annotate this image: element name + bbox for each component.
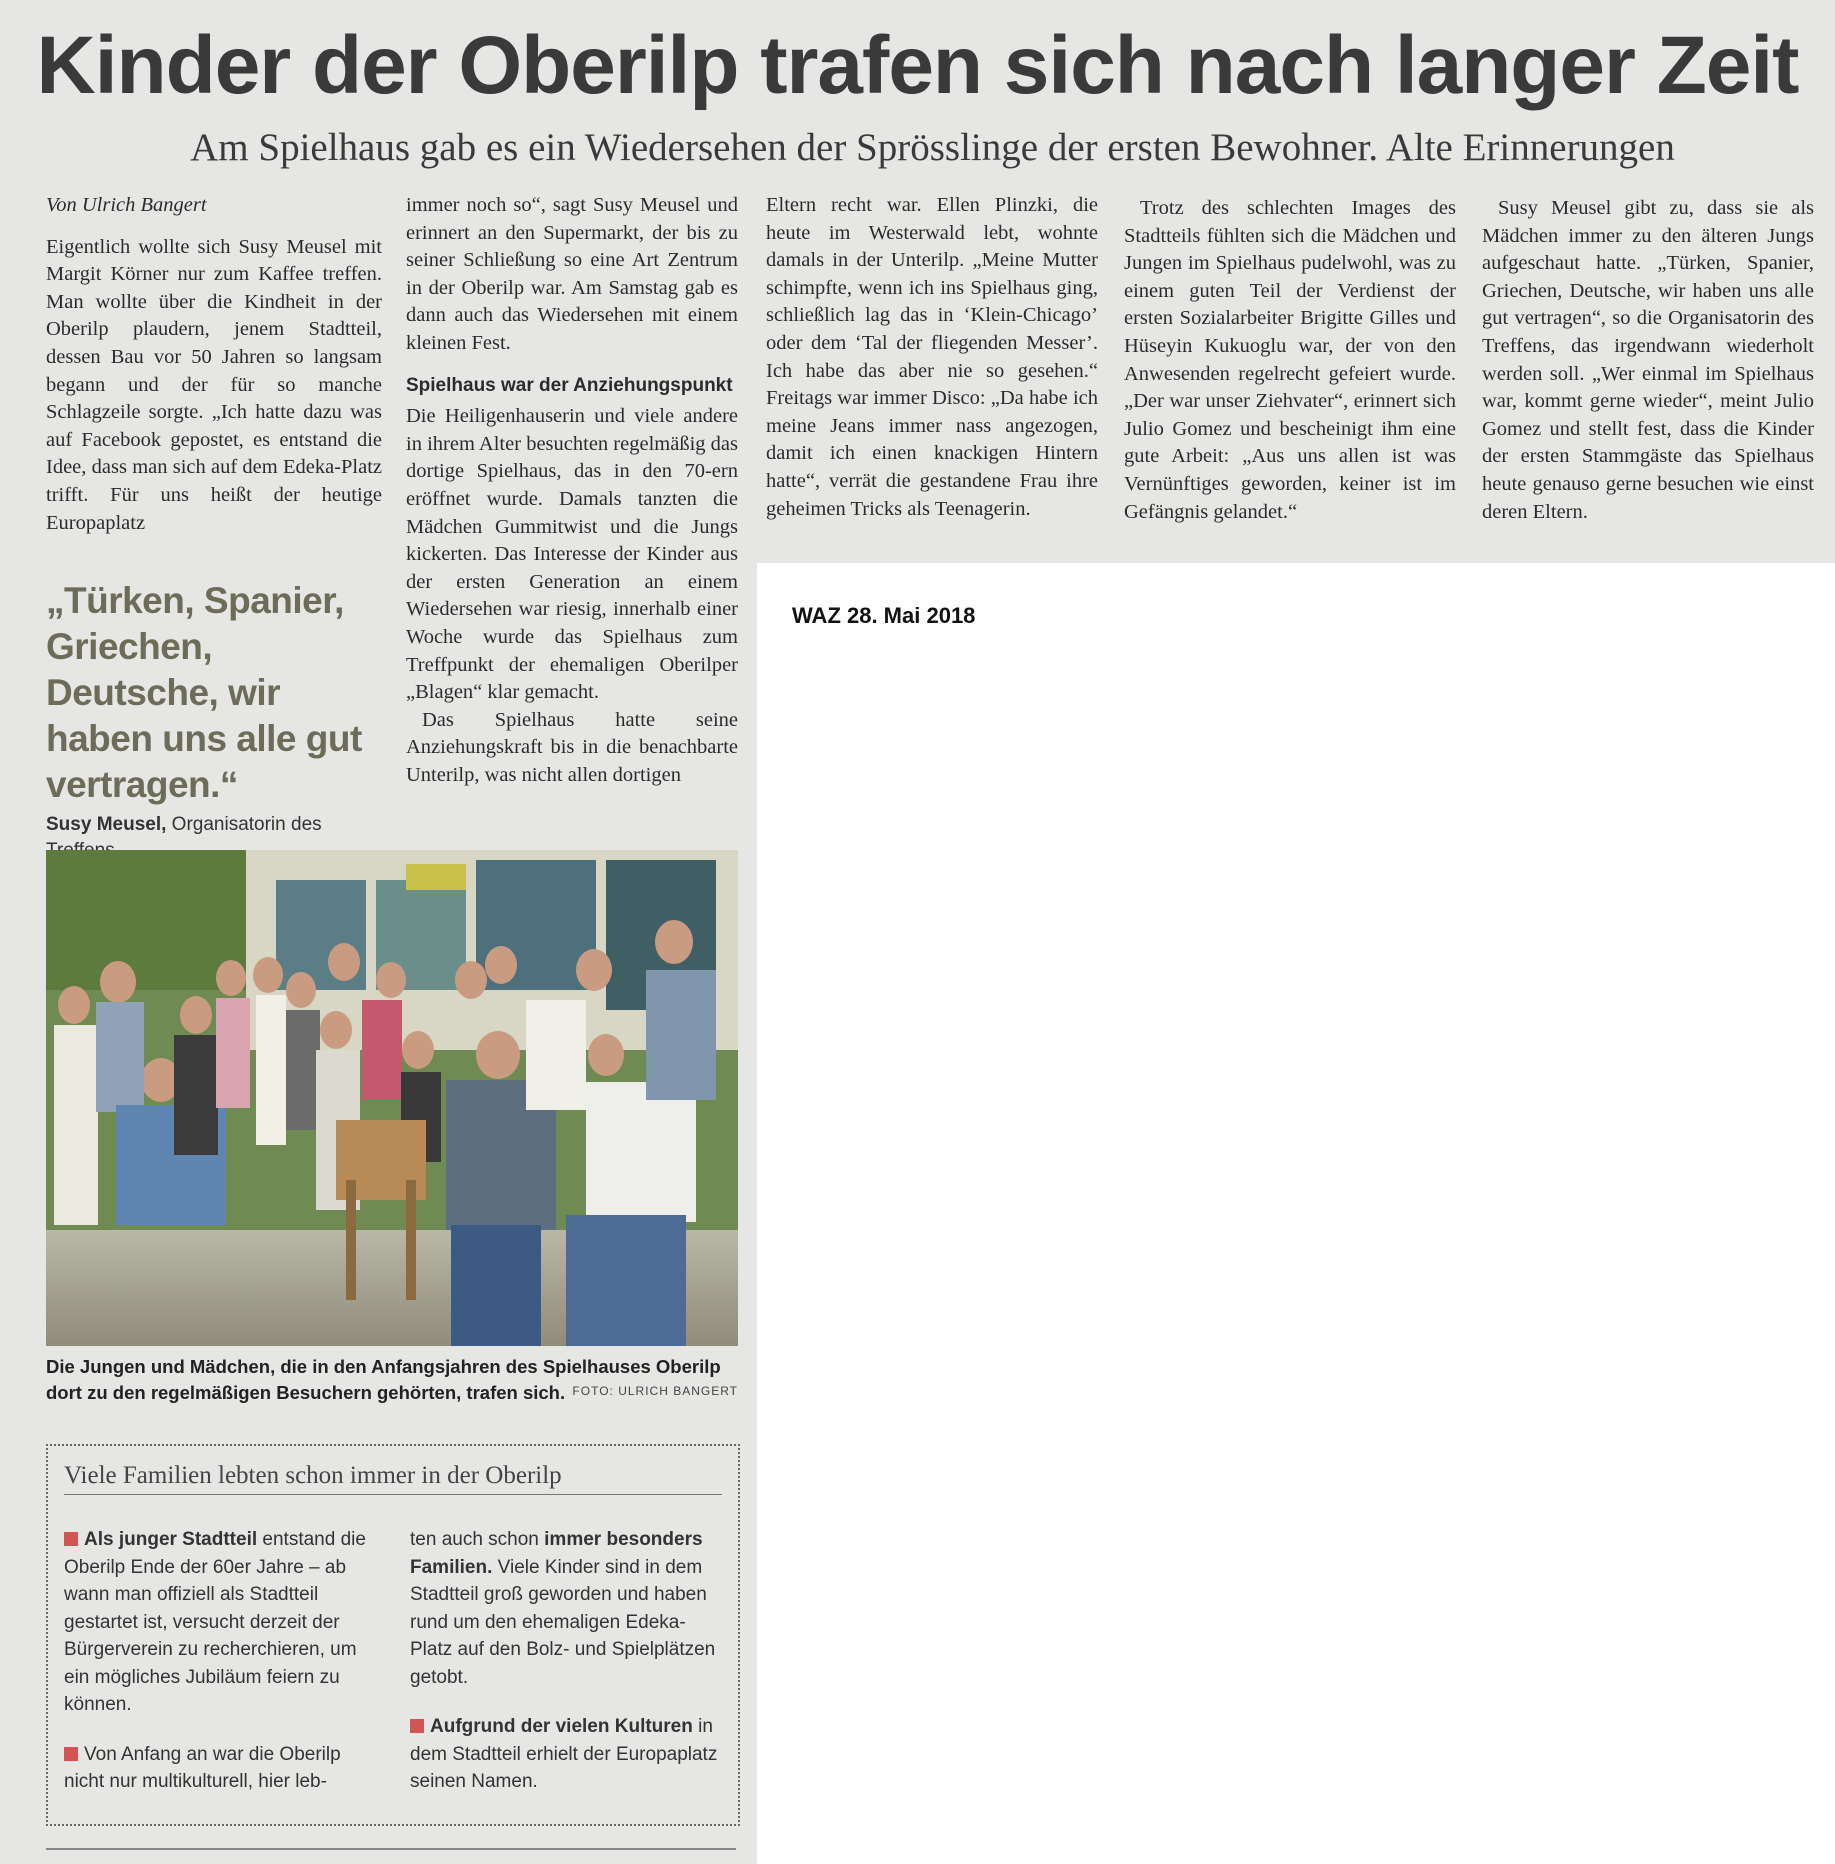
red-square-bullet-icon: [410, 1719, 424, 1733]
pull-quote-name: Susy Meusel,: [46, 814, 167, 835]
subtitle: Am Spielhaus gab es ein Wiedersehen der Sprösslinge der ersten Bewohner. Alte Erinnerungen: [190, 126, 1675, 169]
info-item-bold: Aufgrund der vielen Kulturen: [430, 1716, 693, 1737]
info-box-title: Viele Familien lebten schon immer in der Oberilp: [64, 1462, 722, 1495]
paragraph: Die Heiligenhauserin und viele andere in ihrem Alter besuchten regelmäßig das dortige Spielhaus, das in den 70-ern eröffnet wurde. Damals tanzten die Mädchen Gummitwist und die Jungs kickerten. Das Interesse der Kinder aus der ersten Generation an einem Wiedersehen war riesig, innerhalb einer Woche wurde das Spielhaus zum Treffpunkt der ehemaligen Oberilper „Blagen“ klar gemacht.: [406, 405, 738, 704]
article-column-4: [1124, 195, 1456, 526]
info-item: [64, 1526, 374, 1719]
paragraph: Susy Meusel gibt zu, dass sie als Mädchen immer zu den älteren Jungs aufgeschaut hatte. „Türken, Spanier, Griechen, Deutsche, wir haben uns alle gut vertragen“, so die Organisatorin des Treffens, das irgendwann wiederholt werden soll. „Wer einmal im Spielhaus war, kommt gerne wieder“, meint Julio Gomez und stellt fest, dass die Kinder der ersten Stammgäste das Spielhaus heute genauso gerne besuchen wie einst deren Eltern.: [1482, 197, 1814, 523]
info-item-text: Von Anfang an war die Oberilp nicht nur multikulturell, hier leb-: [64, 1743, 341, 1792]
pull-quote-text: „Türken, Spanier, Griechen, Deutsche, wir haben uns alle gut vertragen.“: [46, 580, 362, 805]
info-item: [64, 1741, 374, 1796]
group-photo: [46, 850, 738, 1346]
article-column-5: [1482, 195, 1814, 526]
article-column-3: [766, 192, 1098, 523]
photo-credit: FOTO: ULRICH BANGERT: [572, 1384, 738, 1398]
pull-quote: [46, 578, 376, 864]
photo-caption-text: Die Jungen und Mädchen, die in den Anfangsjahren des Spielhauses Oberilp dort zu den regelmäßigen Besuchern gehörten, trafen sich.: [46, 1356, 721, 1403]
source-label: WAZ 28. Mai 2018: [792, 603, 976, 628]
pull-quote-role: Organisatorin des: [171, 814, 322, 835]
paragraph: Das Spielhaus hatte seine Anziehungskraft bis in die benachbarte Unterilp, was nicht allen dortigen: [406, 708, 738, 786]
red-square-bullet-icon: [64, 1747, 78, 1761]
photo-caption: [46, 1354, 738, 1406]
article-column-1: [46, 192, 382, 537]
info-item-continued: [410, 1526, 726, 1691]
info-item-bold: immer besonders Familien.: [410, 1529, 703, 1578]
group-photo-illustration: [46, 850, 738, 1346]
info-item-text: entstand die Oberilp Ende der 60er Jahre – ab wann man offiziell als Stadtteil gestartet ist, versucht derzeit der Bürgerverein zu recherchieren, um ein mögliches Jubiläum feiern zu können.: [64, 1529, 366, 1715]
byline: Von Ulrich Bangert: [46, 194, 207, 216]
paragraph: Eigentlich wollte sich Susy Meusel mit Margit Körner nur zum Kaffee treffen. Man wollte über die Kindheit in der Oberilp plaudern, jenem Stadtteil, dessen Bau vor 50 Jahren so langsam begann und der für so manche Schlagzeile sorgte. „Ich hatte dazu was auf Facebook gepostet, es entstand die Idee, dass man sich auf dem Edeka-Platz trifft. Für uns heißt der heutige Europaplatz: [46, 235, 382, 534]
info-item-bold: Als junger Stadtteil: [84, 1529, 258, 1550]
bottom-rule: [46, 1848, 736, 1850]
info-item-text: Viele Kinder sind in dem Stadtteil groß geworden und haben rund um den ehemaligen Edeka-Platz auf den Bolz- und Spielplätzen getobt.: [410, 1556, 716, 1688]
info-item-text: ten auch schon: [410, 1529, 545, 1550]
info-box: [46, 1444, 740, 1826]
headline: Kinder der Oberilp trafen sich nach langer Zeit: [36, 20, 1799, 111]
info-box-column-1: [64, 1526, 374, 1818]
paragraph: Trotz des schlechten Images des Stadtteils fühlten sich die Mädchen und Jungen im Spielhaus pudelwohl, was zu einem guten Teil der Verdienst der ersten Sozialarbeiter Brigitte Gilles und Hüseyin Kukuoglu war, der von den Anwesenden regelrecht gefeiert wurde. „Der war unser Ziehvater“, erinnert sich Julio Gomez und bescheinigt ihm eine gute Arbeit: „Aus uns allen ist was Vernünftiges geworden, keiner ist im Gefängnis gelandet.“: [1124, 197, 1456, 523]
subheading: Spielhaus war der Anziehungspunkt: [406, 374, 733, 396]
info-box-column-2: [410, 1526, 726, 1818]
paragraph: Eltern recht war. Ellen Plinzki, die heute im Westerwald lebt, wohnte damals in der Unterilp. „Meine Mutter schimpfte, wenn ich ins Spielhaus ging, schließlich lag das in ‘Klein-Chicago’ oder dem ‘Tal der fliegenden Messer’. Ich habe das aber nie so gesehen.“ Freitags war immer Disco: „Da habe ich meine Jeans immer nass angezogen, damit ich einen knackigen Hintern hatte“, verrät die gestandene Frau ihre geheimen Tricks als Teenagerin.: [766, 194, 1098, 520]
paragraph: immer noch so“, sagt Susy Meusel und erinnert an den Supermarkt, der bis zu seiner Schließung so eine Art Zentrum in der Oberilp war. Am Samstag gab es dann auch das Wiedersehen mit einem kleinen Fest.: [406, 194, 738, 354]
info-item: [410, 1713, 726, 1796]
article-column-2: [406, 192, 738, 789]
red-square-bullet-icon: [64, 1532, 78, 1546]
info-item-text: in dem Stadtteil erhielt der Europaplatz seinen Namen.: [410, 1716, 718, 1792]
